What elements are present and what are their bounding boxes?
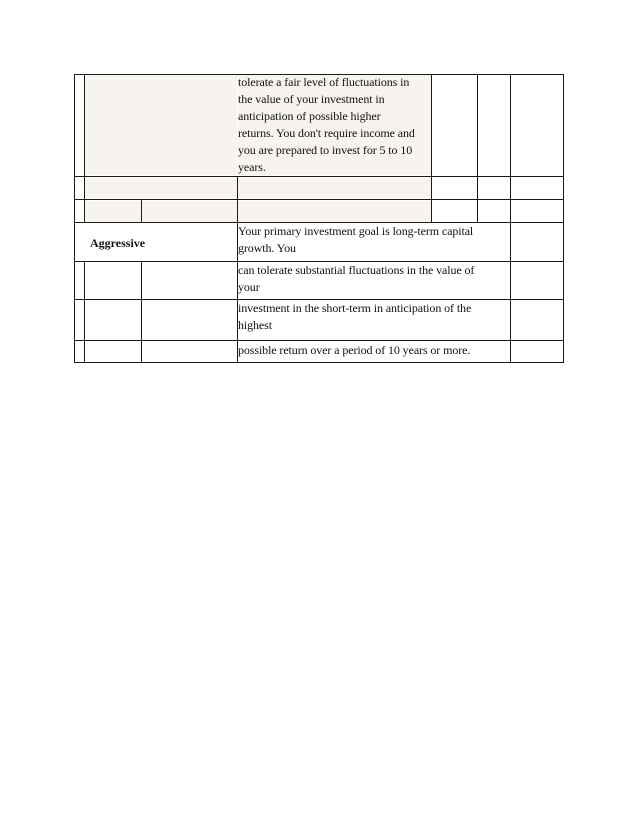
table-rule: [74, 199, 564, 200]
moderate-description-line: years.: [238, 160, 266, 174]
aggressive-continuation-line: investment in the short-term in anticipation of the: [238, 301, 472, 315]
table-column-rule: [84, 74, 85, 223]
moderate-description-line: anticipation of possible higher: [238, 109, 381, 123]
aggressive-continuation-line: can tolerate substantial fluctuations in the value of: [238, 263, 475, 277]
table-border-left: [74, 74, 75, 363]
aggressive-continuation-line: possible return over a period of 10 years or more.: [238, 343, 471, 357]
table-rule: [74, 340, 564, 341]
table-column-rule: [141, 199, 142, 223]
table-column-rule: [477, 74, 478, 223]
table-column-rule: [431, 74, 432, 223]
aggressive-continuation-line: highest: [238, 318, 272, 332]
shaded-spacer-row-1: [85, 178, 431, 198]
aggressive-continuation-line: your: [238, 280, 260, 294]
shaded-cell-category: [85, 75, 237, 175]
shaded-spacer-row-2: [85, 201, 431, 222]
table-border-right: [563, 74, 564, 363]
aggressive-description-line: growth. You: [238, 241, 296, 255]
moderate-description-line: you are prepared to invest for 5 to 10: [238, 143, 413, 157]
table-column-rule: [510, 74, 511, 363]
moderate-description-line: tolerate a fair level of fluctuations in: [238, 75, 410, 89]
table-column-rule: [141, 261, 142, 363]
moderate-description-line: returns. You don't require income and: [238, 126, 415, 140]
table-rule: [74, 176, 564, 177]
moderate-description-line: the value of your investment in: [238, 92, 385, 106]
table-column-rule: [84, 261, 85, 363]
table-rule-bottom: [74, 362, 564, 363]
aggressive-label: Aggressive: [90, 236, 146, 250]
aggressive-description-line: Your primary investment goal is long-term capital: [238, 224, 474, 238]
